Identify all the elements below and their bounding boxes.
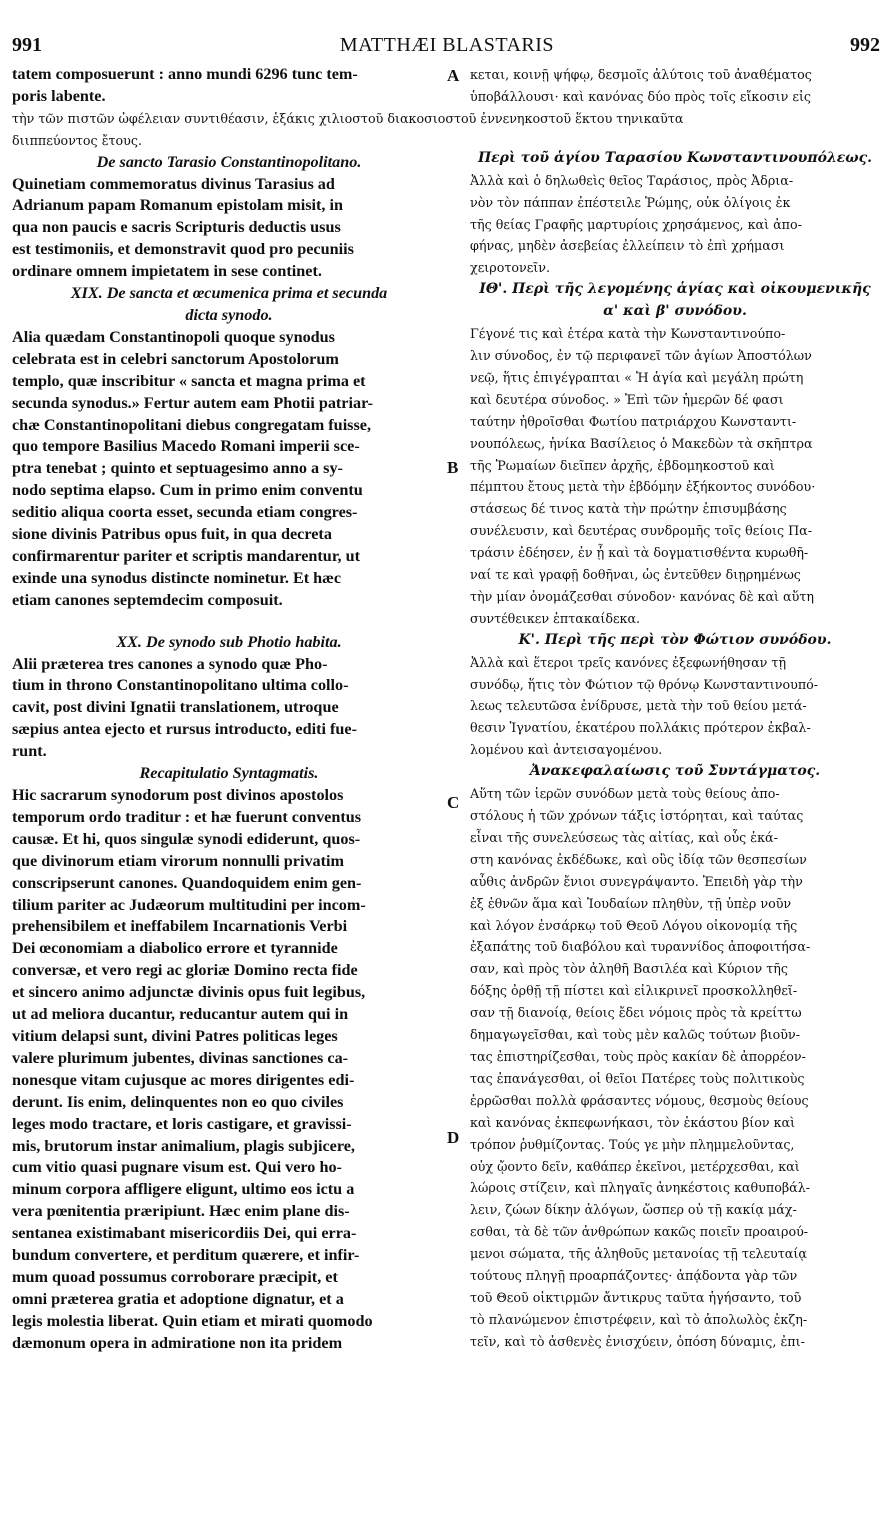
text-line: quo tempore Basilius Macedo Romani imperii sce- xyxy=(12,437,360,456)
text-line: causæ. Et hi, quos singulæ synodi ediderunt, quos- xyxy=(12,829,361,848)
text-line: prehensibilem et ineffabilem Incarnationis Verbi xyxy=(12,917,348,936)
text-line: bundum convertere, et perditum quærere, et infir- xyxy=(12,1246,360,1265)
greek-line: δημαγωγεῖσθαι, καὶ τοὺς μὲν καλῶς τούτων βιοῦν- xyxy=(470,1027,800,1043)
text-line: Hic sacrarum synodorum post divinos apostolos xyxy=(12,786,344,804)
greek-line: ἐξαπάτης τοῦ διαβόλου καὶ τυραννίδος ἀποφοιτήσα- xyxy=(470,939,811,955)
greek-heading: Περὶ τοῦ ἁγίου Ταρασίου Κωνσταντινουπόλεως. xyxy=(477,149,873,166)
greek-line: συνόδῳ, ἥτις τὸν Φώτιον τῷ θρόνῳ Κωνσταντινουπό- xyxy=(470,676,819,692)
greek-heading: α' καὶ β' συνόδου. xyxy=(603,303,747,320)
text-line: exinde una synodus distincte nominetur. Et hæc xyxy=(12,568,342,587)
greek-line: στάσεως δέ τινος κατὰ τὴν πρώτην ἐπισυμβάσης xyxy=(470,501,787,517)
blank-line xyxy=(470,128,880,148)
text-line: derunt. Iis enim, delinquentes non eo quo civiles xyxy=(12,1092,344,1111)
greek-line: χειροτονεῖν. xyxy=(470,260,550,276)
blank-line xyxy=(12,612,446,632)
text-line: Alii præterea tres canones a synodo quæ Pho- xyxy=(12,654,328,673)
text-line: seditio aliqua coorta esset, secunda etiam congres- xyxy=(12,503,358,522)
text-line: vera pœnitentia præripiunt. Hæc enim plane dis- xyxy=(12,1202,350,1221)
greek-line: κεται, κοινῇ ψήφῳ, δεσμοῖς ἀλύτοις τοῦ ἀναθέματος xyxy=(470,67,812,82)
text-line: ordinare omnem impietatem in sese continet. xyxy=(12,262,322,281)
text-line: tium in throno Constantinopolitano ultima collo- xyxy=(12,676,349,695)
text-line: conscripserunt canones. Quandoquidem enim gen- xyxy=(12,873,362,892)
section-heading: De sancto Tarasio Constantinopolitano. xyxy=(96,152,362,171)
greek-line: Ἀλλὰ καὶ ὁ δηλωθεὶς θεῖος Ταράσιος, πρὸς Ἀδρια- xyxy=(470,172,794,188)
greek-line: τὴν τῶν πιστῶν ὠφέλειαν συντιθέασιν, ἑξάκις χιλιοστοῦ διακοσιοστοῦ ἐννενηκοστοῦ ἕκτου τηνικαῦτα xyxy=(12,110,684,126)
page-number-right: 992 xyxy=(850,34,880,56)
text-line: vitium delapsi sunt, divini Patres politicas leges xyxy=(12,1026,338,1045)
greek-line: τρόπον ῥυθμίζοντας. Τούς γε μὴν πλημμελοῦντας, xyxy=(470,1136,795,1152)
greek-line: συνέλευσιν, καὶ δευτέρας συνδρομῆς τοῖς θείοις Πα- xyxy=(470,523,813,539)
greek-line: εσθαι, τὰ δὲ τῶν ἀνθρώπων κακῶς ποιεῖν προαιρού- xyxy=(470,1224,809,1240)
text-line: est testimoniis, et demonstravit quod pro pecuniis xyxy=(12,240,354,259)
greek-line: τὴν μίαν ὀνομάζεσθαι σύνοδον· κανόνας δὲ καὶ αὕτη xyxy=(470,588,814,604)
greek-line: τας ἐπιστηρίζεσθαι, τοὺς πρὸς κακίαν δὲ ἀπορρέον- xyxy=(470,1048,806,1064)
greek-line: Γέγονέ τις καὶ ἑτέρα κατὰ τὴν Κωνσταντινούπο- xyxy=(470,326,786,342)
greek-line: μενοι σώματα, τῆς ἀληθοῦς μετανοίας τῇ τελευταίᾳ xyxy=(470,1246,807,1262)
text-line: secunda synodus.» Fertur autem eam Photii patriar- xyxy=(12,393,374,412)
text-line: confirmarentur pariter et scriptis mandarentur, ut xyxy=(12,546,360,565)
greek-line: σαν τῇ διανοίᾳ, θείοις ἔδει νόμοις πρὸς τὰ κρείττω xyxy=(470,1005,802,1021)
text-line: sione divinis Patribus opus fuit, in qua decreta xyxy=(12,525,332,544)
greek-line: τῆς θείας Γραφῆς μαρτυρίοις χρησάμενος, καὶ ἀπο- xyxy=(470,216,802,232)
text-line: legis molestia liberat. Quin etiam et mirati quomodo xyxy=(12,1311,373,1330)
text-line: que divinorum etiam virorum nonnulli privatim xyxy=(12,851,345,870)
greek-line: Αὕτη τῶν ἱερῶν συνόδων μετὰ τοὺς θείους ἀπο- xyxy=(470,786,780,802)
greek-line: καὶ κανόνας ἐκπεφωνήκασι, τὸν ἑκάστου βίον καὶ xyxy=(470,1114,796,1130)
greek-line: λειν, ζώων δίκην ἀλόγων, ὥσπερ οὐ τῇ κακίᾳ μάχ- xyxy=(470,1202,797,1218)
greek-line: πέμπτου ἔτους μετὰ τὴν ἑβδόμην ἐξήκοντος συνόδου· xyxy=(470,479,816,495)
text-line: celebrata est in celebri sanctorum Apostolorum xyxy=(12,349,339,368)
greek-line: θεσιν Ἰγνατίου, ἑκατέρου πολλάκις πρότερον ἐκβαλ- xyxy=(470,720,811,736)
text-line: dæmonum opera in admiratione non ita pridem xyxy=(12,1333,343,1352)
text-line: Quinetiam commemoratus divinus Tarasius ad xyxy=(12,174,335,193)
text-line: valere plurimum jubentes, divinas sanctiones ca- xyxy=(12,1048,349,1067)
text-line: conversæ, et vero regi ac gloriæ Domino recta fide xyxy=(12,961,358,980)
greek-heading: Ἀνακεφαλαίωσις τοῦ Συντάγματος. xyxy=(529,763,821,780)
greek-line: καὶ λόγον ἐνσάρκῳ τοῦ Θεοῦ Λόγου οἰκονομίᾳ τῆς xyxy=(470,917,798,933)
section-heading: XX. De synodo sub Photio habita. xyxy=(116,632,342,651)
greek-line: νὸν τὸν πάππαν ἐπέστειλε Ῥώμης, οὐκ ὀλίγοις ἐκ xyxy=(470,194,791,210)
text-line: omni præterea gratia et adoptione dignatur, et a xyxy=(12,1289,344,1308)
greek-line: εἶναι τῆς συνελεύσεως τὰς αἰτίας, καὶ οὗς ἑκά- xyxy=(470,829,778,845)
greek-line: καὶ δευτέρα σύνοδος. » Ἐπὶ τῶν ἡμερῶν δέ φασι xyxy=(470,391,784,407)
greek-line: τὸ πλανώμενον ἐπιστρέφειν, καὶ τὸ ἀπολωλὸς ἐκζη- xyxy=(470,1311,808,1327)
greek-line: τράσιν ἐδέησεν, ἐν ᾗ καὶ τὰ δογματισθέντα κυρωθῆ- xyxy=(470,545,809,561)
text-line: et sincero animo adjunctæ divinis opus fuit legibus, xyxy=(12,983,366,1002)
text-line: etiam canones septemdecim composuit. xyxy=(12,590,283,609)
text-line: ptra tenebat ; quinto et septuagesimo anno a sy- xyxy=(12,459,343,478)
text-line: Alia quædam Constantinopoli quoque synodus xyxy=(12,327,335,346)
greek-line: διιππεύοντος ἔτους. xyxy=(12,132,143,148)
text-line: leges modo tractare, et loris castigare, et gravissi- xyxy=(12,1114,352,1133)
margin-letter-c: C xyxy=(447,793,460,812)
text-line: chæ Constantinopolitani diebus congregatam fuisse, xyxy=(12,415,372,434)
text-line: sæpius antea ejecto et rursus introducto, editi fue- xyxy=(12,720,358,739)
text-line: mum quoad possumus corroborare præcipit, et xyxy=(12,1267,338,1286)
greek-line: τας ἐπανάγεσθαι, οἱ θεῖοι Πατέρες τοὺς πολιτικοὺς xyxy=(470,1070,805,1086)
greek-line: λώροις στίζειν, καὶ πληγαῖς ἀνηκέστοις καθυποβάλ- xyxy=(470,1180,811,1196)
margin-letter-b: B xyxy=(447,458,459,477)
text-line: cavit, post divini Ignatii translationem, utroque xyxy=(12,698,339,717)
greek-line: ναί τε καὶ γραφῇ δοθῆναι, ὡς ἐντεῦθεν διῃρημένως xyxy=(470,567,801,583)
text-line: ut ad meliora ducantur, reducantur autem qui in xyxy=(12,1005,349,1024)
greek-line: λεως τελευτῶσα ἐνίδρυσε, μετὰ τὴν τοῦ θείου μετά- xyxy=(470,698,807,714)
greek-line: σαν, καὶ πρὸς τὸν ἀληθῆ Βασιλέα καὶ Κύριον τῆς xyxy=(470,961,788,977)
text-line: nodo septima elapso. Cum in primo enim conventu xyxy=(12,481,363,500)
section-heading: dicta synodo. xyxy=(185,305,273,324)
text-line: mis, brutorum instar animalium, plagis subjicere, xyxy=(12,1136,355,1155)
page-number-left: 991 xyxy=(12,34,42,56)
greek-line: τῆς Ῥωμαίων διεῖπεν ἀρχῆς, ἑβδομηκοστοῦ καὶ xyxy=(470,457,775,473)
greek-line: τούτους πληγῇ προαρπάζοντες· ἀπᾴδοντα γὰρ τῶν xyxy=(470,1268,798,1284)
margin-letter-d: D xyxy=(447,1128,460,1147)
greek-line: φήνας, μηδὲν ἀσεβείας ἐλλείπειν τὸ ἐπὶ χρήμασι xyxy=(470,238,785,254)
greek-heading: ΙΘ'. Περὶ τῆς λεγομένης ἁγίας καὶ οἰκουμενικῆς xyxy=(479,281,871,298)
greek-line: νουπόλεως, ἡνίκα Βασίλειος ὁ Μακεδὼν τὰ σκῆπτρα xyxy=(470,435,813,451)
greek-line: ἐρρῶσθαι πολλὰ φράσαντες νόμους, θεσμοὺς θείους xyxy=(470,1092,809,1108)
greek-line: τοῦ Θεοῦ οἰκτιρμῶν ἄντικρυς ταῦτα ἡγήσαντο, τοῦ xyxy=(470,1289,802,1305)
running-header xyxy=(0,34,894,64)
text-line: qua non paucis e sacris Scripturis deductis usus xyxy=(12,218,341,237)
greek-line: λιν σύνοδος, ἐν τῷ περιφανεῖ τῶν ἁγίων Ἀποστόλων xyxy=(470,347,812,363)
greek-line: Ἀλλὰ καὶ ἕτεροι τρεῖς κανόνες ἐξεφωνήθησαν τῇ xyxy=(470,654,787,670)
greek-line: στη κανόνας ἐκδέδωκε, καὶ οὓς ἰδίᾳ τῶν θεσπεσίων xyxy=(470,851,807,867)
greek-column xyxy=(470,64,880,1353)
section-heading: XIX. De sancta et œcumenica prima et secunda xyxy=(70,284,388,303)
section-heading: Recapitulatio Syntagmatis. xyxy=(139,764,319,783)
text-line: temporum ordo traditur : et hæ fuerunt conventus xyxy=(12,807,362,826)
greek-line: ὑποβάλλουσι· καὶ κανόνας δύο πρὸς τοῖς εἴκοσιν εἰς xyxy=(470,88,812,104)
greek-line: δόξης ὀρθῇ τῇ πίστει καὶ εἰλικρινεῖ προσκολληθεῖ- xyxy=(470,983,798,999)
greek-line: λομένου καὶ ἀντεισαγομένου. xyxy=(470,742,663,758)
text-line: cum vitio quasi pugnare visum est. Qui vero ho- xyxy=(12,1158,342,1177)
text-line: poris labente. xyxy=(12,86,106,105)
running-title: MATTHÆI BLASTARIS xyxy=(339,34,555,56)
greek-line: συντέθεικεν ἑπτακαίδεκα. xyxy=(470,610,641,626)
text-line: Adrianum papam Romanum epistolam misit, in xyxy=(12,196,343,215)
text-line: templo, quæ inscribitur « sancta et magna prima et xyxy=(12,371,366,390)
blank-line xyxy=(470,108,880,128)
text-line: minum corpora affligere eligunt, ultimo eos ictu a xyxy=(12,1180,355,1199)
greek-line: οὐχ ᾤοντο δεῖν, καθάπερ ἐκεῖνοι, μετέρχεσθαι, καὶ xyxy=(470,1158,800,1174)
greek-line: τεῖν, καὶ τὸ ἀσθενὲς ἐνισχύειν, ὁπόση δύναμις, ἐπι- xyxy=(470,1333,805,1349)
greek-line: στόλους ἡ τῶν χρόνων τάξις ἱστόρηται, καὶ ταύτας xyxy=(470,808,804,823)
text-line: runt. xyxy=(12,742,47,761)
greek-line: αὖθις ἀνδρῶν ἔνιοι συνεγράψαντο. Ἐπειδὴ γὰρ τὴν xyxy=(470,873,803,889)
greek-heading: Κ'. Περὶ τῆς περὶ τὸν Φώτιον συνόδου. xyxy=(518,631,832,648)
greek-line: νεῷ, ἥτις ἐπιγέγραπται « Ἡ ἁγία καὶ μεγάλη πρώτη xyxy=(470,369,804,385)
greek-line: ἐξ ἐθνῶν ἅμα καὶ Ἰουδαίων πληθὺν, τῇ ὑπὲρ νοῦν xyxy=(470,895,792,911)
text-line: nonesque vitam cujusque ac mores dirigentes edi- xyxy=(12,1070,355,1089)
text-line: tilium pariter ac Judæorum multitudini per incom- xyxy=(12,895,366,914)
margin-letter-a: A xyxy=(447,66,460,85)
text-line: sentanea existimabant misericordiis Dei, qui erra- xyxy=(12,1224,357,1243)
greek-line: ταύτην ἠθροῖσθαι Φωτίου πατριάρχου Κωνσταντι- xyxy=(470,413,797,429)
text-line: tatem composuerunt : anno mundi 6296 tunc tem- xyxy=(12,65,358,83)
text-line: Dei œconomiam a diabolico errore et tyrannide xyxy=(12,939,338,958)
